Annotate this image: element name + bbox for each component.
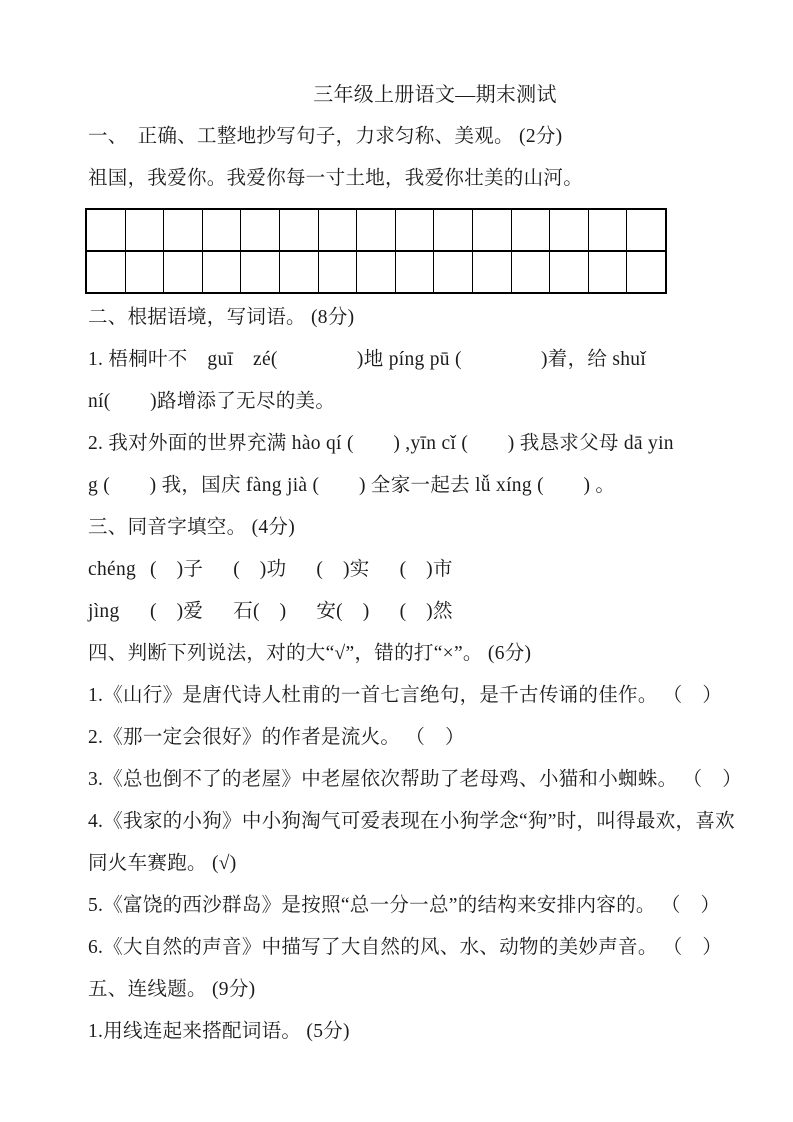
- grid-cell: [357, 252, 396, 292]
- grid-cell: [589, 252, 628, 292]
- grid-cell: [203, 252, 242, 292]
- grid-cell: [550, 252, 589, 292]
- section2-heading: 二、根据语境，写词语。 (8分): [88, 307, 355, 328]
- blank-group: ( )实: [316, 559, 370, 580]
- grid-cell: [280, 252, 319, 292]
- grid-cell: [396, 252, 435, 292]
- section4-item6: 6.《大自然的声音》中描写了大自然的风、水、动物的美妙声音。 （ ）: [88, 937, 723, 958]
- section2-item2-line1: 2. 我对外面的世界充满 hào qí ( ) ,yīn cǐ ( ) 我恳求父母 dā yin: [88, 433, 674, 454]
- blank-group: 安( ): [316, 601, 370, 622]
- grid-cell: [512, 210, 551, 250]
- grid-cell: [280, 210, 319, 250]
- blank-group: ( )功: [233, 559, 287, 580]
- page-title: 三年级上册语文—期末测试: [313, 84, 557, 106]
- section4-item4-line1: 4.《我家的小狗》中小狗淘气可爱表现在小狗学念“狗”时，叫得最欢，喜欢: [88, 811, 735, 832]
- blank-group: ( )市: [399, 559, 453, 580]
- section1-heading: 一、 正确、工整地抄写句子，力求匀称、美观。 (2分): [88, 126, 563, 147]
- section4-item2: 2.《那一定会很好》的作者是流火。 （ ）: [88, 727, 465, 748]
- grid-cell: [396, 210, 435, 250]
- exam-content: [88, 74, 743, 1053]
- section2-item1-line1: 1. 梧桐叶不 guī zé( )地 píng pū ( )着，给 shuǐ: [88, 349, 647, 370]
- grid-cell: [434, 210, 473, 250]
- section5-sub1: 1.用线连起来搭配词语。 (5分): [88, 1021, 350, 1042]
- copy-grid: [85, 208, 667, 294]
- grid-row: [87, 250, 665, 292]
- section3-row-cheng: [88, 549, 740, 591]
- grid-cell: [627, 210, 665, 250]
- grid-cell: [164, 252, 203, 292]
- section2-item2-line2: g ( ) 我，国庆 fàng jià ( ) 全家一起去 lǚ xíng ( ) 。: [88, 475, 616, 496]
- grid-cell: [126, 252, 165, 292]
- pinyin-label: jìng: [88, 601, 120, 622]
- section4-item5: 5.《富饶的西沙群岛》是按照“总一分一总”的结构来安排内容的。 （ ）: [88, 895, 721, 916]
- grid-cell: [241, 210, 280, 250]
- grid-cell: [164, 210, 203, 250]
- blank-group: ( )子: [150, 559, 204, 580]
- grid-cell: [87, 210, 126, 250]
- grid-cell: [512, 252, 551, 292]
- grid-row: [87, 210, 665, 250]
- section3-row-jing: [88, 591, 740, 633]
- grid-cell: [550, 210, 589, 250]
- section2-item1-line2: ní( )路增添了无尽的美。: [88, 391, 336, 412]
- grid-cell: [319, 210, 358, 250]
- grid-cell: [319, 252, 358, 292]
- grid-cell: [203, 210, 242, 250]
- grid-cell: [87, 252, 126, 292]
- grid-cell: [241, 252, 280, 292]
- grid-cell: [627, 252, 665, 292]
- section3-heading: 三、同音字填空。 (4分): [88, 517, 296, 538]
- grid-cell: [434, 252, 473, 292]
- grid-cell: [473, 252, 512, 292]
- section5-heading: 五、连线题。 (9分): [88, 979, 256, 1000]
- blank-group: 石( ): [233, 601, 287, 622]
- copy-sentence: 祖国，我爱你。我爱你每一寸土地，我爱你壮美的山河。: [88, 168, 584, 189]
- grid-cell: [589, 210, 628, 250]
- grid-cell: [357, 210, 396, 250]
- blank-group: ( )然: [399, 601, 453, 622]
- section4-item1: 1.《山行》是唐代诗人杜甫的一首七言绝句，是千古传诵的佳作。 （ ）: [88, 685, 723, 706]
- section4-heading: 四、判断下列说法，对的大“√”，错的打“×”。 (6分): [88, 643, 532, 664]
- grid-cell: [126, 210, 165, 250]
- section4-item4-line2: 同火车赛跑。 (√): [88, 853, 237, 874]
- grid-cell: [473, 210, 512, 250]
- section4-item3: 3.《总也倒不了的老屋》中老屋依次帮助了老母鸡、小猫和小蜘蛛。 （ ）: [88, 769, 743, 790]
- pinyin-label: chéng: [88, 559, 137, 580]
- blank-group: ( )爱: [150, 601, 204, 622]
